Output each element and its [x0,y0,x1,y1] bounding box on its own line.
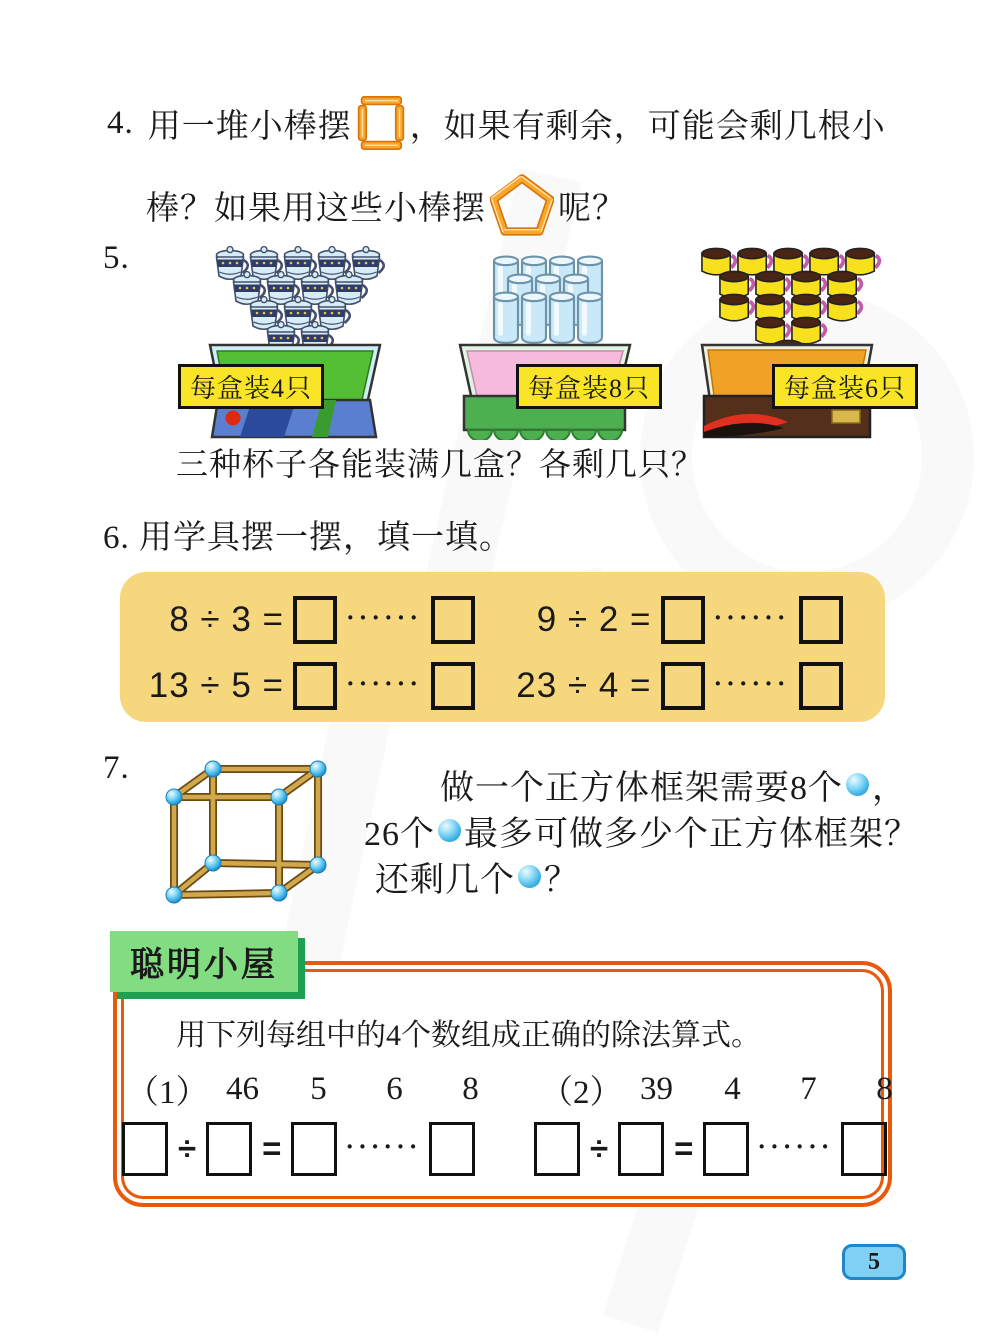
q4-line1 [107,92,886,154]
smart-instruction-text: 用下列每组中的4个数组成正确的除法算式。 [176,1019,761,1052]
q7-line3 [375,854,579,898]
q4-number: 4. [107,104,134,141]
equation-text: 13 ÷ 5 = [148,666,284,705]
equals-sign: = [674,1130,694,1167]
blue-bead-icon [518,865,541,888]
equation-text: 8 ÷ 3 = [169,600,284,639]
divisor-answer-box [618,1122,664,1176]
q4-line2 [146,166,626,244]
group-label: （1） [126,1075,209,1111]
box-capacity-label: 每盒装4只 [178,364,324,409]
smart-number-group-1 [126,1066,525,1113]
division-equation [134,596,492,644]
q7-text: 26个 [364,815,435,853]
q4-text: 棒？如果用这些小棒摆 [146,190,486,227]
quotient-answer-box [293,596,337,644]
dividend-answer-box [534,1122,580,1176]
cup-group-mugs [670,246,910,446]
q5-number-text: 5. [103,239,130,276]
cup-group-glasses [428,246,668,446]
q4-text: ，如果有剩余，可能会剩几根小 [409,108,886,145]
cup-group-teacups [178,246,418,446]
remainder-dots: ······ [346,603,423,632]
smart-house-title: 聪明小屋 [110,931,298,992]
q7-number-text: 7. [103,749,130,786]
q4-text: 呢？ [558,190,626,227]
given-number: 7 [800,1071,817,1107]
remainder-answer-box [429,1122,475,1176]
q7-text: 最多可做多少个正方体框架？ [464,815,919,853]
remainder-dots: ······ [713,669,790,698]
page-number-badge [842,1244,906,1280]
quotient-answer-box [661,662,705,710]
given-number: 5 [310,1071,327,1107]
q6-equation-panel [120,572,885,722]
remainder-answer-box [431,662,475,710]
given-number: 39 [640,1071,673,1107]
divisor-answer-box [206,1122,252,1176]
stick-pentagon-icon [490,173,554,237]
smart-equation-2 [534,1122,887,1176]
q7-text: 还剩几个 [375,861,515,899]
remainder-answer-box [431,596,475,644]
box-capacity-label: 每盒装6只 [772,364,918,409]
blue-bead-icon [846,773,869,796]
q7-text: 做一个正方体框架需要8个 [440,769,843,807]
division-equation [502,596,860,644]
given-number: 8 [462,1071,479,1107]
division-equation [134,662,492,710]
remainder-answer-box [841,1122,887,1176]
q5-question [176,440,704,484]
remainder-answer-box [799,596,843,644]
quotient-answer-box [661,596,705,644]
cube-frame-image [160,758,340,913]
q7-line1 [440,762,907,806]
quotient-answer-box [291,1122,337,1176]
remainder-dots: ······ [757,1132,834,1161]
remainder-answer-box [799,662,843,710]
group-label: （2） [540,1075,623,1111]
q7-text: ， [872,769,907,807]
q7-line2 [364,808,919,852]
smart-instruction [176,1012,761,1052]
q6-heading [103,512,513,556]
dividend-answer-box [122,1122,168,1176]
q5-question-text: 三种杯子各能装满几盒？各剩几只？ [176,446,705,482]
remainder-dots: ······ [345,1132,422,1161]
division-equation [502,662,860,710]
q6-heading-text: 6. 用学具摆一摆，填一填。 [103,519,513,556]
box-capacity-label: 每盒装8只 [516,364,662,409]
equation-text: 9 ÷ 2 = [536,600,652,639]
division-sign: ÷ [590,1130,609,1167]
given-number: 46 [226,1071,259,1107]
remainder-dots: ······ [713,603,790,632]
q5-number [103,238,130,278]
stick-square-icon [356,96,406,150]
glass-icon [573,288,607,346]
cup-row [492,288,604,346]
quotient-answer-box [293,662,337,710]
equation-text: 23 ÷ 4 = [516,666,652,705]
equals-sign: = [262,1130,282,1167]
remainder-dots: ······ [346,669,423,698]
smart-number-group-2 [540,1066,939,1113]
quotient-answer-box [703,1122,749,1176]
division-sign: ÷ [178,1130,197,1167]
q7-text: ？ [544,861,579,899]
glass-cluster [428,252,668,346]
given-number: 4 [724,1071,741,1107]
q7-number [103,748,130,788]
smart-equation-1 [122,1122,475,1176]
mug-icon [823,292,865,326]
blue-bead-icon [438,819,461,842]
page-number-text: 5 [868,1248,880,1275]
given-number: 8 [876,1071,893,1107]
given-number: 6 [386,1071,403,1107]
q4-text: 用一堆小棒摆 [147,108,352,145]
